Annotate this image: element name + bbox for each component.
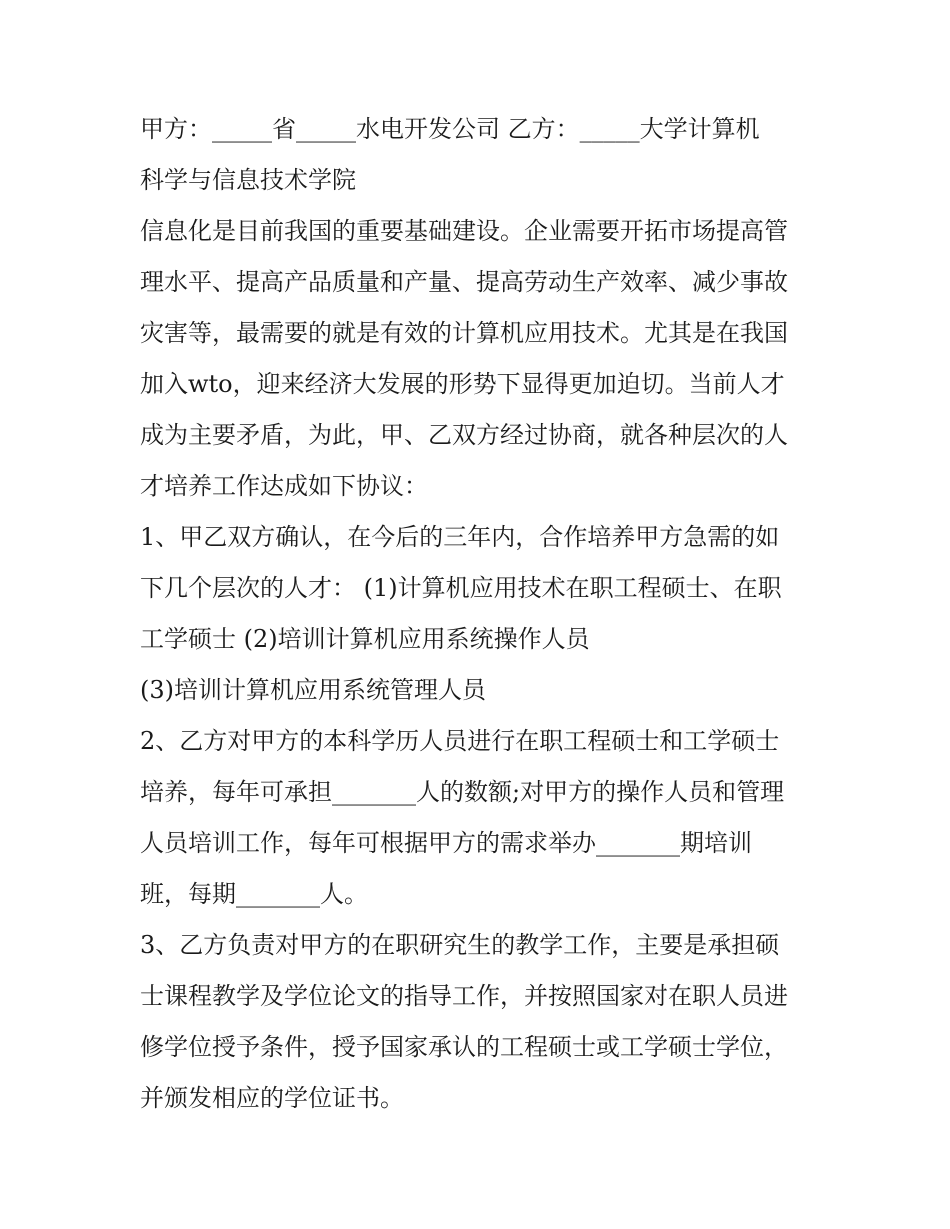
text-line: 修学位授予条件，授予国家承认的工程硕士或工学硕士学位， [140,1033,788,1061]
text-line: 甲方：_____省_____水电开发公司 乙方：_____大学计算机 [140,115,760,143]
text-line: 士课程教学及学位论文的指导工作，并按照国家对在职人员进 [140,982,788,1010]
text-line: 班，每期_______人。 [140,880,368,908]
text-line: 才培养工作达成如下协议： [140,472,428,500]
text-line: 理水平、提高产品质量和产量、提高劳动生产效率、减少事故 [140,268,788,296]
text-line: 并颁发相应的学位证书。 [140,1084,404,1112]
text-line: 科学与信息技术学院 [140,166,356,194]
document-body [140,104,820,1124]
text-line: 成为主要矛盾，为此，甲、乙双方经过协商，就各种层次的人 [140,421,788,449]
text-line: 3、乙方负责对甲方的在职研究生的教学工作，主要是承担硕 [140,931,780,959]
text-line: 人员培训工作，每年可根据甲方的需求举办_______期培训 [140,829,752,857]
text-line: 下几个层次的人才： (1)计算机应用技术在职工程硕士、在职 [140,574,782,602]
text-line: 加入wto，迎来经济大发展的形势下显得更加迫切。当前人才 [140,370,785,398]
text-line: 灾害等，最需要的就是有效的计算机应用技术。尤其是在我国 [140,319,788,347]
text-line: 培养，每年可承担_______人的数额;对甲方的操作人员和管理 [140,778,785,806]
text-line: 1、甲乙双方确认，在今后的三年内，合作培养甲方急需的如 [140,523,780,551]
text-line: (3)培训计算机应用系统管理人员 [140,676,486,704]
text-line: 信息化是目前我国的重要基础建设。企业需要开拓市场提高管 [140,217,788,245]
text-line: 2、乙方对甲方的本科学历人员进行在职工程硕士和工学硕士 [140,727,780,755]
text-line: 工学硕士 (2)培训计算机应用系统操作人员 [140,625,590,653]
